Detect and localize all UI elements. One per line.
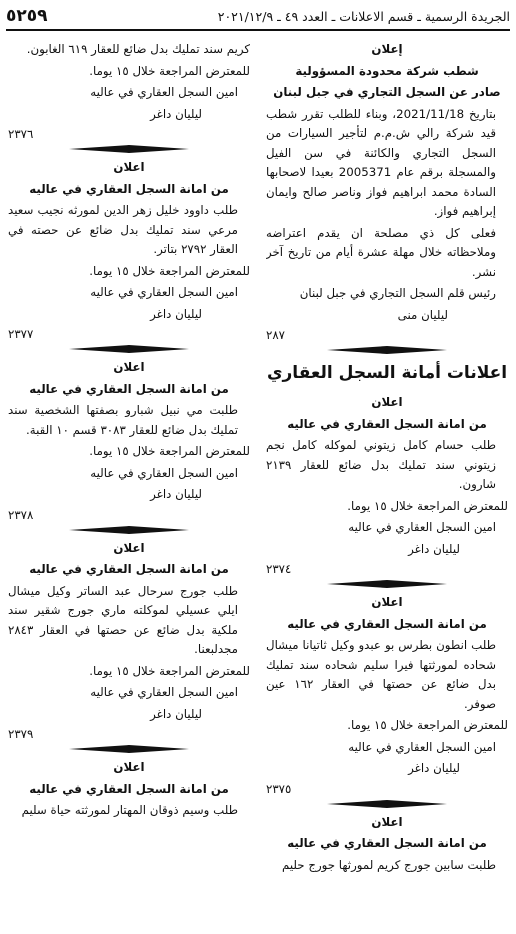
notice-heading: اعلان — [113, 540, 145, 555]
notice-body: طلب وسيم ذوقان المهتار لمورثته حياة سليم — [21, 803, 238, 817]
notice-title: من امانة السجل العقاري في عاليه — [287, 616, 487, 631]
left-column — [8, 40, 250, 920]
notice-body: طلبت مي نبيل شبارو بصفتها الشخصية سند تمليك بدل ضائع للعقار ٣٠٨٣ قسم ١٠ القبة. — [8, 403, 238, 437]
notice-heading: اعلان — [371, 595, 403, 609]
notice-title: شطب شركة محدودة المسؤولية — [295, 63, 479, 78]
notice-real-estate — [8, 358, 250, 523]
notice-title: من امانة السجل العقاري في عاليه — [287, 416, 487, 431]
notice-body: كريم سند تمليك بدل ضائع للعقار ٦١٩ الغابون. — [26, 42, 250, 56]
notice-signatory-title: امين السجل العقاري في عاليه — [90, 685, 238, 699]
separator-ornament — [69, 344, 189, 354]
notice-heading: اعلان — [113, 360, 145, 374]
notice-signatory-name: ليليان داغر — [150, 106, 202, 121]
right-column — [266, 40, 508, 920]
notice-signatory-name: ليليان داغر — [150, 306, 202, 321]
header-divider — [6, 29, 510, 31]
notice-body: بتاريخ 2021/11/18، وبناء للطلب تقرر شطب قيد شركة رالي ش.م.م لتأجير السيارات من السجل التجاري والكائنة في سن الفيل والمسجلة برقم عام 2005371 بعيدا لاصحابها السادة محمد ابراهيم فواز وناصر صالح وايمان إبراهيم فواز. — [266, 106, 496, 218]
notice-signatory-title: رئيس قلم السجل التجاري في جبل لبنان — [299, 286, 496, 300]
notice-heading: اعلان — [371, 395, 403, 409]
page-header — [6, 6, 510, 28]
separator-ornament — [327, 799, 447, 809]
notice-title: من امانة السجل العقاري في عاليه — [29, 562, 229, 576]
notice-title: من امانة السجل العقاري في عاليه — [29, 381, 229, 396]
separator-ornament — [69, 144, 189, 154]
notice-signatory-title: امين السجل العقاري في عاليه — [90, 465, 238, 480]
notice-review-period: للمعترض المراجعة خلال ١٥ يوما. — [347, 498, 508, 513]
notice-review-period: للمعترض المراجعة خلال ١٥ يوما. — [89, 63, 250, 78]
separator-ornament — [69, 744, 189, 754]
notice-number: ٢٣٧٥ — [266, 781, 292, 796]
notice-real-estate — [8, 158, 250, 342]
notice-signatory-name: ليليان داغر — [150, 706, 202, 721]
notice-signatory-title: امين السجل العقاري في عاليه — [348, 520, 496, 534]
notice-heading: اعلان — [113, 760, 145, 774]
notice-number: ٢٨٧ — [266, 328, 286, 342]
notice-body: فعلى كل ذي مصلحة ان يقدم اعتراضه وملاحظاته خلال مهلة عشرة أيام من تاريخ آخر نشر. — [266, 225, 496, 279]
notice-body: طلب انطون بطرس بو عبدو وكيل ثاتيانا ميشال شحاده لمورثتها فيرا سليم شحاده سند تمليك بدل ضائع عن حصتها في العقار ١٦٢ عين صوفر. — [266, 638, 496, 711]
separator-ornament — [327, 579, 447, 589]
notice-signatory-title: امين السجل العقاري في عاليه — [90, 285, 238, 299]
notice-subtitle: صادر عن السجل التجاري في جبل لبنان — [273, 85, 501, 99]
notice-real-estate — [8, 758, 250, 821]
notice-heading: اعلان — [371, 814, 403, 829]
notice-title: من امانة السجل العقاري في عاليه — [287, 836, 487, 850]
notice-number: ٢٣٧٨ — [8, 507, 34, 522]
notice-real-estate — [266, 393, 508, 577]
notice-number: ٢٣٧٧ — [8, 327, 34, 341]
notice-real-estate — [266, 593, 508, 797]
notice-signatory-name: ليليان داغر — [408, 541, 460, 556]
notice-body: طلب حسام كامل زيتوني لموكله كامل نجم زيتوني سند تمليك بدل ضائع للعقار ٢١٣٩ شارون. — [266, 438, 496, 491]
notice-number: ٢٣٧٩ — [8, 727, 34, 741]
notice-signatory-name: ليليان داغر — [408, 761, 460, 775]
notice-real-estate — [8, 539, 250, 743]
page-number: ٥٢٥٩ — [6, 6, 48, 26]
notice-heading: إعلان — [371, 42, 403, 56]
notice-commercial-register — [266, 40, 508, 343]
notice-signatory-title: امين السجل العقاري في عاليه — [348, 739, 496, 754]
notice-body: طلبت سابين جورج كريم لمورثها جورج حليم — [281, 857, 496, 872]
notice-body: طلب داوود خليل زهر الدين لمورثه نجيب سعيد مرعي سند تمليك بدل ضائع عن حصته في العقار ٢٧٩٢ بتاتر. — [8, 203, 238, 256]
notice-continuation — [8, 40, 250, 142]
notice-title: من امانة السجل العقاري في عاليه — [29, 181, 229, 196]
notice-number: ٢٣٧٦ — [8, 127, 34, 141]
notice-signatory-title: امين السجل العقاري في عاليه — [90, 85, 238, 99]
separator-ornament — [327, 345, 447, 355]
notice-review-period: للمعترض المراجعة خلال ١٥ يوما. — [89, 263, 250, 278]
notice-review-period: للمعترض المراجعة خلال ١٥ يوما. — [89, 663, 250, 678]
separator-ornament — [69, 525, 189, 535]
notice-signatory-name: ليليان منى — [397, 307, 448, 322]
notice-review-period: للمعترض المراجعة خلال ١٥ يوما. — [89, 444, 250, 458]
notice-number: ٢٣٧٤ — [266, 562, 292, 576]
section-title: اعلانات أمانة السجل العقاري — [266, 363, 508, 383]
notice-signatory-name: ليليان داغر — [150, 487, 202, 501]
notice-title: من امانة السجل العقاري في عاليه — [29, 781, 229, 796]
gazette-title: الجريدة الرسمية ـ قسم الاعلانات ـ العدد ٤٩ ـ ٢٠٢١/١٢/٩ — [217, 9, 510, 24]
notice-real-estate — [266, 813, 508, 876]
notice-heading: اعلان — [113, 160, 145, 174]
notice-review-period: للمعترض المراجعة خلال ١٥ يوما. — [347, 718, 508, 732]
notice-body: طلب جورج سرحال عبد الساتر وكيل ميشال ايلي عسيلي لموكلته ماري جورج شقير سند ملكية بدل ضائع عن حصتها في العقار ٢٨٤٣ مجدلبعنا. — [8, 583, 238, 656]
